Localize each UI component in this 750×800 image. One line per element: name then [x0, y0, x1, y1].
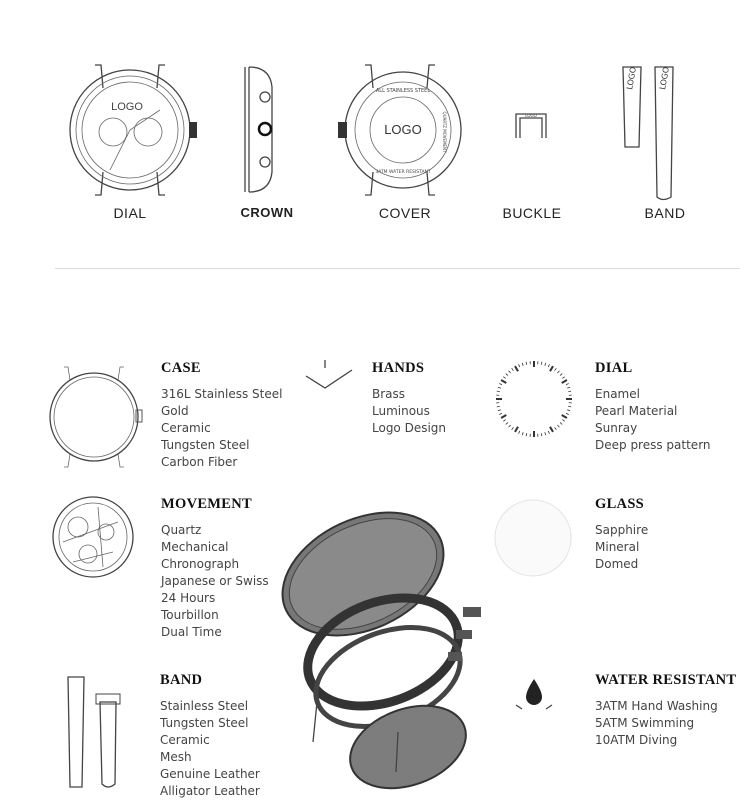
cover-ring-text: 3ATM WATER RESISTANT: [375, 170, 431, 175]
dial-tick: [519, 431, 520, 434]
dial-tick: [499, 384, 502, 385]
dial-tick: [497, 406, 500, 407]
dial-drawing: [65, 60, 200, 200]
dial-tick: [501, 415, 506, 418]
dial-tick: [498, 387, 501, 388]
case-icon: [42, 362, 147, 472]
dial-tick: [509, 425, 511, 427]
section-title: GLASS: [595, 496, 645, 512]
dial-tick: [560, 422, 562, 424]
section-dial: [595, 360, 711, 454]
list-item: Stainless Steel: [160, 699, 249, 713]
dial-tick: [541, 362, 542, 365]
dial-tick: [566, 413, 569, 414]
dial-tick: [568, 406, 571, 407]
list-item: Carbon Fiber: [161, 455, 238, 469]
list-item: Enamel: [595, 387, 640, 401]
band-logo-text: LOGO: [625, 66, 638, 91]
list-item: Sunray: [595, 421, 638, 435]
dial-tick: [555, 368, 557, 370]
dial-tick: [522, 432, 523, 435]
dial-tick: [509, 371, 511, 373]
section-title: MOVEMENT: [161, 496, 253, 512]
list-item: Logo Design: [372, 421, 447, 435]
dial-tick: [548, 431, 549, 434]
dial-tick: [557, 425, 559, 427]
list-item: Chronograph: [161, 557, 240, 571]
section-hands: [372, 360, 446, 437]
dial-tick: [526, 362, 527, 365]
list-item: Sapphire: [595, 523, 649, 537]
list-item: Mesh: [160, 750, 192, 764]
dial-tick: [562, 377, 564, 379]
crown-drawing: [240, 62, 285, 197]
list-item: Tourbillon: [161, 608, 219, 622]
dial-tick: [566, 384, 569, 385]
hands-icon: [303, 358, 355, 393]
dial-tick: [522, 363, 523, 366]
dial-tick: [550, 366, 553, 371]
list-item: 24 Hours: [161, 591, 216, 605]
section-title: CASE: [161, 360, 201, 376]
band-drawing: [615, 62, 680, 202]
list-item: Dual Time: [161, 625, 222, 639]
list-item: Ceramic: [161, 421, 211, 435]
list-item: 3ATM Hand Washing: [595, 699, 718, 713]
section-title: WATER RESISTANT: [595, 672, 737, 688]
list-item: Luminous: [372, 404, 430, 418]
band-logo-text: LOGO: [658, 66, 671, 91]
exploded-watch-illustration: [278, 492, 493, 792]
dial-tick: [562, 415, 567, 418]
section-water-resistant: [595, 672, 736, 749]
water-drop-icon: [512, 675, 557, 715]
dial-tick: [555, 427, 557, 429]
dial-tick: [560, 374, 562, 376]
cover-drawing: [335, 60, 465, 200]
list-item: Mechanical: [161, 540, 229, 554]
dial-tick: [519, 364, 520, 367]
dial-tick: [501, 380, 506, 383]
list-item: Gold: [161, 404, 189, 418]
dial-tick: [497, 391, 500, 392]
label-band: BAND: [644, 205, 686, 221]
section-glass: [595, 496, 648, 573]
glass-icon: [493, 498, 575, 580]
list-item: Domed: [595, 557, 639, 571]
buckle-drawing: [512, 108, 552, 148]
list-item: Tungsten Steel: [160, 716, 249, 730]
dial-icon: [493, 358, 575, 440]
cover-ring-text: ALL STAINLESS STEEL: [375, 88, 431, 94]
list-item: 5ATM Swimming: [595, 716, 695, 730]
label-buckle: BUCKLE: [502, 205, 562, 221]
list-item: Ceramic: [160, 733, 210, 747]
dial-tick: [545, 363, 546, 366]
dial-tick: [567, 387, 570, 388]
dial-tick: [498, 410, 501, 411]
dial-tick: [526, 433, 527, 436]
list-item: Tungsten Steel: [161, 438, 250, 452]
list-item: Alligator Leather: [160, 784, 260, 798]
dial-tick: [512, 368, 514, 370]
dial-tick: [506, 422, 508, 424]
cover-ring-text: QUARTZ MOVEMENT: [442, 111, 447, 153]
cover-logo-text: LOGO: [384, 122, 422, 137]
list-item: Japanese or Swiss: [161, 574, 269, 588]
buckle-logo-text: LOGO: [525, 113, 537, 118]
list-item: Deep press pattern: [595, 438, 711, 452]
dial-tick: [515, 366, 518, 371]
list-item: Brass: [372, 387, 406, 401]
dial-tick: [503, 377, 505, 379]
list-item: Quartz: [161, 523, 202, 537]
dial-tick: [503, 420, 505, 422]
section-band: [160, 672, 260, 800]
label-cover: COVER: [378, 205, 432, 221]
dial-tick: [568, 391, 571, 392]
list-item: Genuine Leather: [160, 767, 260, 781]
dial-tick: [515, 427, 518, 432]
dial-tick: [512, 427, 514, 429]
dial-tick: [545, 432, 546, 435]
list-item: 316L Stainless Steel: [161, 387, 283, 401]
dial-logo-text: LOGO: [111, 101, 143, 113]
dial-tick: [562, 420, 564, 422]
list-item: 10ATM Diving: [595, 733, 678, 747]
label-crown: CROWN: [240, 205, 294, 220]
dial-tick: [541, 433, 542, 436]
section-case: [161, 360, 282, 471]
dial-tick: [550, 427, 553, 432]
dial-tick: [548, 364, 549, 367]
section-title: HANDS: [372, 360, 425, 376]
section-title: BAND: [160, 672, 203, 688]
section-movement: [161, 496, 269, 641]
dial-tick: [562, 380, 567, 383]
dial-tick: [567, 410, 570, 411]
label-dial: DIAL: [113, 205, 147, 221]
dial-tick: [557, 371, 559, 373]
dial-tick: [499, 413, 502, 414]
list-item: Mineral: [595, 540, 640, 554]
list-item: Pearl Material: [595, 404, 678, 418]
band-icon: [60, 672, 130, 792]
movement-icon: [48, 492, 138, 582]
section-title: DIAL: [595, 360, 633, 376]
dial-tick: [506, 374, 508, 376]
divider: [55, 268, 740, 269]
